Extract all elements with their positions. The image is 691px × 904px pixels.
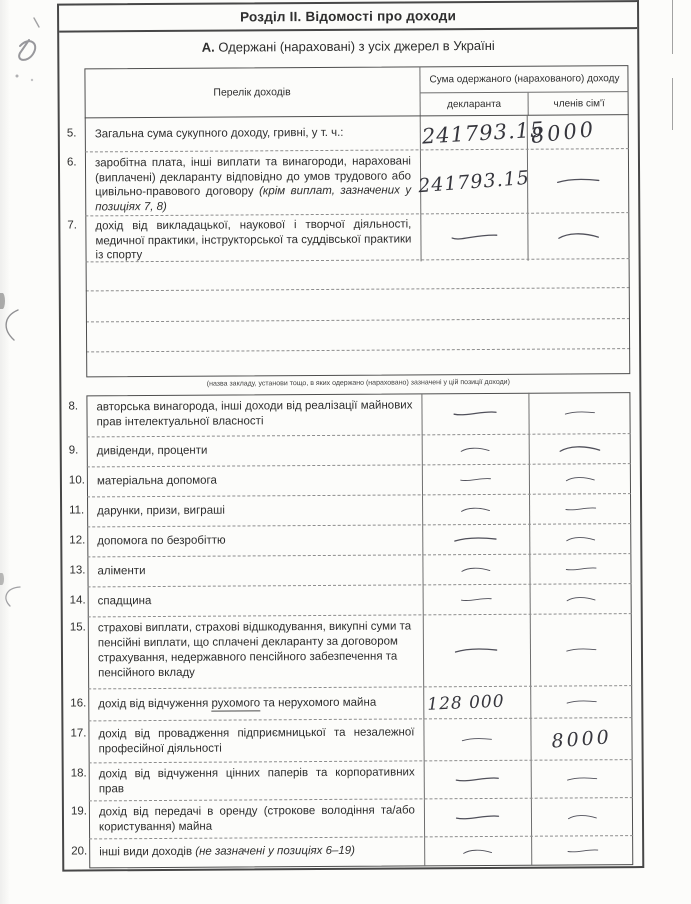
subtitle-text: Одержані (нараховані) з усіх джерел в Україні (214, 37, 495, 55)
handwritten-dash (460, 734, 494, 746)
margin-bracket-mark (0, 580, 24, 610)
income-row-18 (64, 760, 633, 801)
declarant-amount-cell (422, 465, 529, 496)
declarant-amount-cell (422, 435, 529, 466)
handwritten-dash (460, 594, 494, 606)
income-table-top (59, 65, 630, 377)
income-row-19 (64, 798, 633, 839)
declarant-amount-cell (424, 799, 531, 838)
scanner-blob (0, 293, 5, 309)
declarant-amount-cell (424, 837, 531, 867)
handwritten-dash (565, 811, 599, 823)
income-row-10 (62, 464, 631, 497)
family-amount-cell (527, 149, 629, 214)
handwritten-dash (459, 504, 493, 516)
row-number: 7. (67, 219, 77, 232)
row-number: 15. (69, 621, 86, 634)
row-number: 6. (66, 156, 77, 169)
income-description: авторська винагорода, інші доходи від реалізації майнових прав інтелектуальної власності (96, 399, 413, 429)
handwritten-dash (461, 845, 495, 857)
handwritten-amount: 8000 (529, 116, 598, 149)
family-amount-cell (531, 836, 633, 866)
declarant-amount-cell (423, 687, 530, 720)
income-description: дохід від викладацької, наукової і творчої діяльності, медичної практики, інструкторської та суддівської практики із спорту (95, 218, 412, 262)
declarant-amount-cell (424, 761, 531, 800)
income-description: дохід від відчуження рухомого та нерухомого майна (98, 696, 377, 711)
handwritten-dash (459, 474, 493, 486)
blank-line (86, 259, 630, 291)
income-row-8 (61, 392, 630, 437)
declarant-amount-cell (420, 116, 545, 151)
income-description: аліменти (97, 565, 146, 578)
row-number: 18. (70, 767, 87, 780)
family-amount-cell (529, 434, 631, 465)
margin-bracket-mark (0, 306, 22, 344)
income-description: заробітна плата, інші виплати та винагороди, нараховані (виплачені) декларанту відповідно до умов трудового або цивільно-правового договору (крім виплат, зазначених у позиціях 7, 8) (94, 155, 412, 213)
row-number: 20. (71, 845, 88, 858)
row-number: 12. (69, 534, 86, 547)
declarant-amount-cell (423, 615, 530, 688)
header-family: членів сім'ї (528, 92, 630, 116)
income-row-5 (60, 115, 629, 152)
declarant-amount-cell (417, 150, 531, 215)
institution-caption: (назва закладу, установи тощо, в яких одержано (нараховано) зазначені у цій позиції доходи) (206, 378, 510, 388)
income-row-15 (63, 614, 632, 689)
income-row-6 (60, 149, 629, 216)
family-amount-cell (530, 584, 632, 615)
document-frame (57, 0, 644, 872)
handwritten-dash (564, 644, 598, 656)
income-row-13 (62, 554, 631, 587)
handwritten-dash (451, 534, 501, 546)
income-description: матеріальна допомога (96, 474, 217, 488)
paper-edge-line (672, 78, 673, 130)
blank-line (86, 319, 630, 352)
declarant-amount-cell (423, 585, 530, 616)
declarant-amount-cell (422, 495, 529, 526)
handwritten-dash (555, 443, 605, 455)
income-row-11 (62, 494, 631, 527)
family-amount-cell (529, 524, 631, 555)
income-description: страхові виплати, страхові відшкодування, викупні суми та пенсійні виплати, що сплачені декларанту за договором страхування, недержавного пенсійного забезпечення та пенсійного вкладу (97, 620, 412, 680)
handwritten-dash (565, 696, 599, 708)
handwritten-dash (449, 645, 505, 657)
family-amount-cell (529, 554, 631, 585)
handwritten-amount: 128 000 (426, 691, 505, 715)
income-row-12 (62, 524, 631, 557)
family-amount-cell (531, 798, 633, 837)
subtitle-letter: А. (201, 39, 215, 55)
handwritten-dash (446, 231, 502, 243)
income-row-7 (60, 213, 629, 262)
handwritten-dash (565, 773, 599, 785)
handwritten-amount: 241793.15 (417, 166, 531, 198)
declarant-amount-cell (422, 555, 529, 586)
handwritten-dash (563, 407, 597, 419)
declarant-amount-cell (420, 214, 527, 261)
header-income-list: Перелік доходів (213, 86, 291, 99)
handwritten-dash (459, 564, 493, 576)
scanner-blob (0, 573, 4, 585)
income-row-20 (64, 836, 633, 868)
family-amount-cell (530, 718, 632, 761)
handwritten-dash (566, 845, 600, 857)
income-row-17 (63, 718, 632, 763)
row-number: 14. (69, 594, 86, 607)
row-number: 10. (68, 474, 85, 487)
declarant-amount-cell (421, 393, 528, 436)
handwritten-dash (459, 444, 493, 456)
table-header-row (59, 65, 628, 118)
section-title: Розділ II. Відомості про доходи (59, 2, 637, 33)
row-number: 17. (70, 727, 87, 740)
handwritten-amount: 8000 (551, 726, 613, 753)
row-number: 8. (68, 400, 79, 413)
income-description: дарунки, призи, виграші (97, 504, 225, 518)
income-description: інші види доходів (не зазначені у позиціях 6–19) (99, 844, 356, 859)
blank-line (86, 288, 630, 322)
header-sum: Сума одержаного (нарахованого) доходу (420, 65, 628, 93)
income-description: Загальна сума сукупного доходу, гривні, у т. ч.: (94, 126, 344, 141)
income-description: дохід від провадження підприємницької та незалежної професійної діяльності (98, 726, 415, 756)
income-description: спадщина (97, 595, 152, 608)
family-amount-cell (531, 760, 633, 799)
row-number: 9. (68, 444, 79, 457)
income-description: дохід від відчуження цінних паперів та корпоративних прав (98, 766, 415, 796)
row-number: 5. (66, 127, 77, 140)
handwritten-dash (453, 774, 503, 786)
income-row-9 (62, 434, 631, 467)
family-amount-cell (529, 464, 631, 495)
family-amount-cell (530, 614, 632, 687)
handwritten-amount: 241793.15 (421, 117, 545, 149)
row-number: 13. (69, 564, 86, 577)
income-table-bottom (61, 392, 633, 868)
header-declarant: декларанта (447, 98, 502, 111)
blank-line (86, 349, 630, 377)
handwritten-dash (564, 563, 598, 575)
family-amount-cell (528, 392, 630, 435)
family-amount-cell (527, 213, 629, 260)
row-number: 16. (70, 697, 87, 710)
income-row-14 (63, 584, 632, 617)
declarant-amount-cell (423, 719, 530, 762)
handwritten-dash (450, 408, 500, 420)
ink-smudge (10, 14, 54, 88)
handwritten-dash (564, 593, 598, 605)
paper-edge-line (672, 0, 673, 54)
income-description: дивіденди, проценти (96, 444, 208, 458)
handwritten-dash (453, 812, 503, 824)
family-amount-cell (530, 686, 632, 719)
handwritten-dash (563, 473, 597, 485)
handwritten-dash (564, 533, 598, 545)
income-row-16 (63, 686, 632, 721)
handwritten-dash (564, 503, 598, 515)
income-description: допомога по безробіттю (97, 534, 226, 548)
handwritten-dash (551, 175, 607, 187)
row-number: 11. (69, 504, 85, 517)
handwritten-dash (554, 231, 604, 243)
declarant-amount-cell (422, 525, 529, 556)
income-description: дохід від передачі в оренду (строкове володіння та/або користування) майна (98, 804, 415, 834)
section-subtitle (59, 37, 637, 56)
family-amount-cell (529, 494, 631, 525)
row-number: 19. (70, 805, 87, 818)
